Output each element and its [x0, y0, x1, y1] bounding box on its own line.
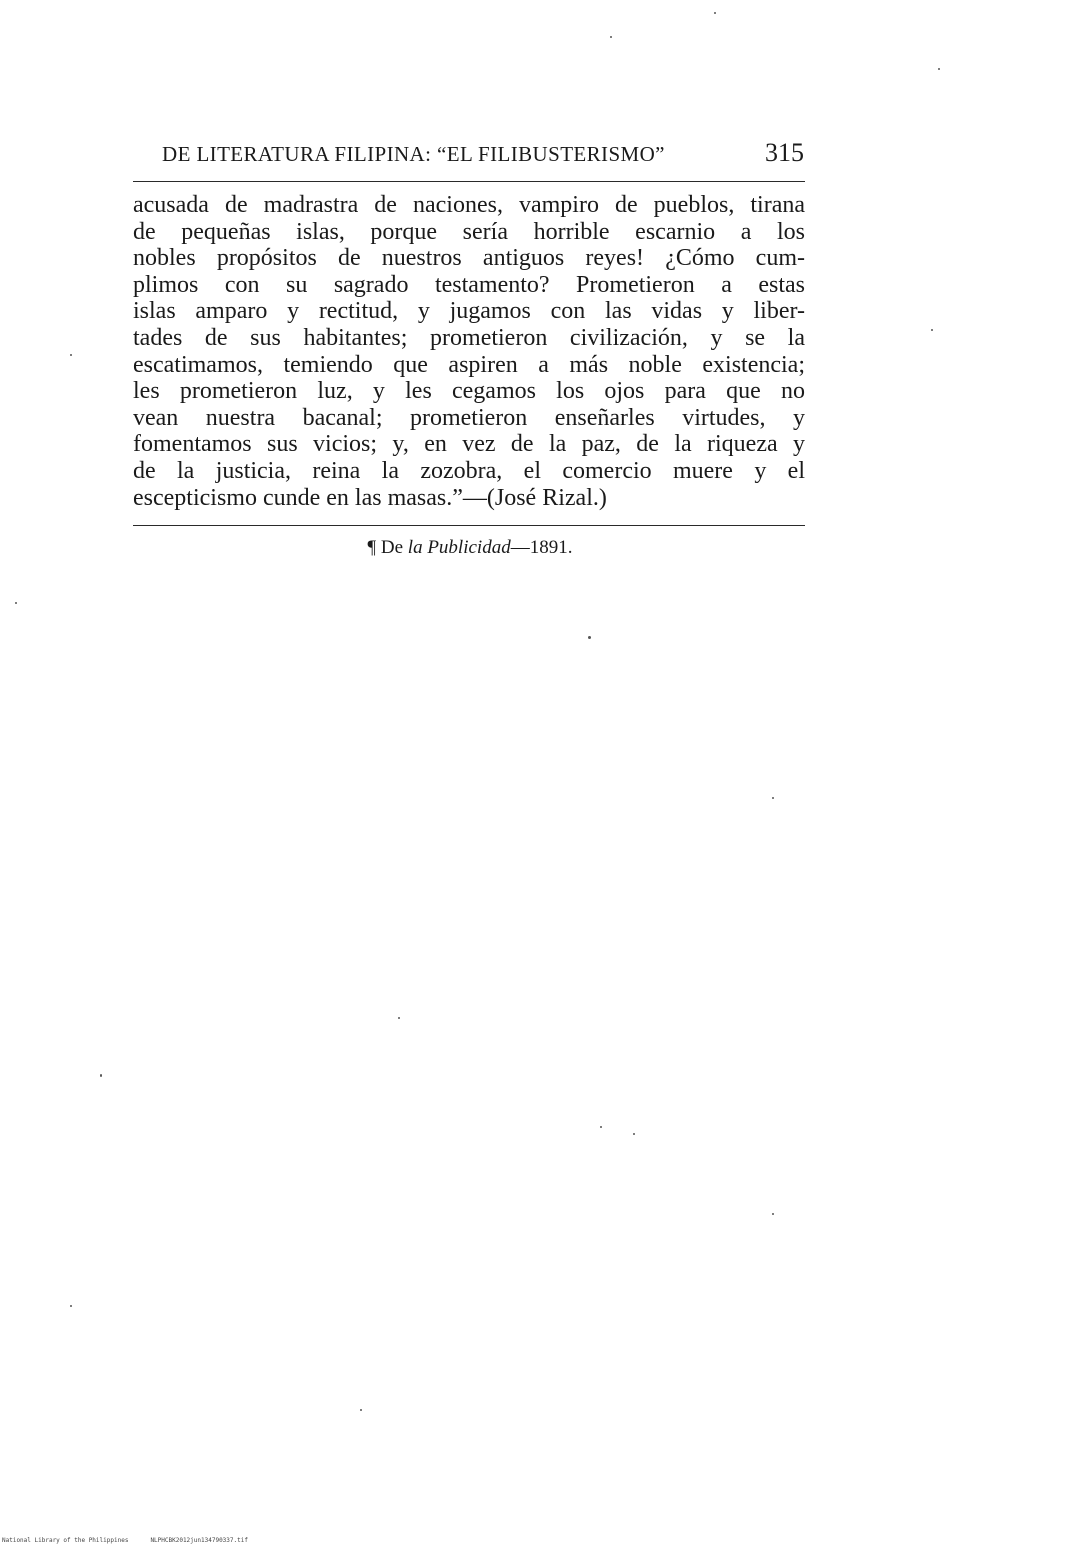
scan-footer-filename: NLPHCBK2012jun134790337.tif — [150, 1537, 248, 1544]
scan-speck — [938, 68, 940, 70]
footnote-source: la Publicidad — [407, 537, 511, 558]
footnote — [0, 537, 940, 559]
scan-speck — [714, 12, 716, 14]
scan-speck — [600, 1126, 602, 1128]
text-line: fomentamos sus vicios; y, en vez de la paz, de la riqueza y — [133, 431, 805, 458]
scan-speck — [15, 602, 17, 604]
footnote-rule — [133, 525, 805, 526]
header-rule — [133, 181, 805, 182]
scan-speck — [610, 36, 612, 38]
text-line: nobles propósitos de nuestros antiguos reyes! ¿Cómo cum- — [133, 245, 805, 272]
scan-speck — [70, 1305, 72, 1307]
running-head-title: DE LITERATURA FILIPINA: “EL FILIBUSTERISMO” — [162, 142, 665, 166]
scan-speck — [772, 797, 774, 799]
text-line: plimos con su sagrado testamento? Prometieron a estas — [133, 271, 805, 298]
text-line: les prometieron luz, y les cegamos los ojos para que no — [133, 378, 805, 405]
text-line: acusada de madrastra de naciones, vampiro de pueblos, tirana — [133, 192, 805, 218]
scan-footer — [2, 1537, 248, 1544]
running-head — [162, 138, 804, 168]
body-text — [133, 192, 805, 511]
page-number: 315 — [765, 138, 804, 167]
scan-speck — [70, 354, 72, 356]
scan-speck — [360, 1409, 362, 1411]
scan-footer-library: National Library of the Philippines — [2, 1537, 129, 1544]
text-line: tades de sus habitantes; prometieron civilización, y se la — [133, 324, 805, 351]
scan-speck — [633, 1133, 635, 1135]
text-line: escepticismo cunde en las masas.”—(José Rizal.) — [133, 484, 607, 511]
footnote-prefix: ¶ De — [367, 537, 408, 558]
scan-speck — [772, 1213, 774, 1215]
text-line: vean nuestra bacanal; prometieron enseñarles virtudes, y — [133, 404, 805, 431]
text-line: de la justicia, reina la zozobra, el comercio muere y el — [133, 457, 805, 484]
text-line: escatimamos, temiendo que aspiren a más noble existencia; — [133, 351, 805, 378]
scan-speck — [588, 636, 591, 639]
scan-speck — [398, 1017, 400, 1019]
scan-speck — [931, 329, 933, 331]
footnote-year: —1891. — [510, 537, 573, 558]
text-line: de pequeñas islas, porque sería horrible escarnio a los — [133, 218, 805, 245]
text-line: islas amparo y rectitud, y jugamos con las vidas y liber- — [133, 298, 805, 325]
scan-speck — [100, 1074, 102, 1077]
